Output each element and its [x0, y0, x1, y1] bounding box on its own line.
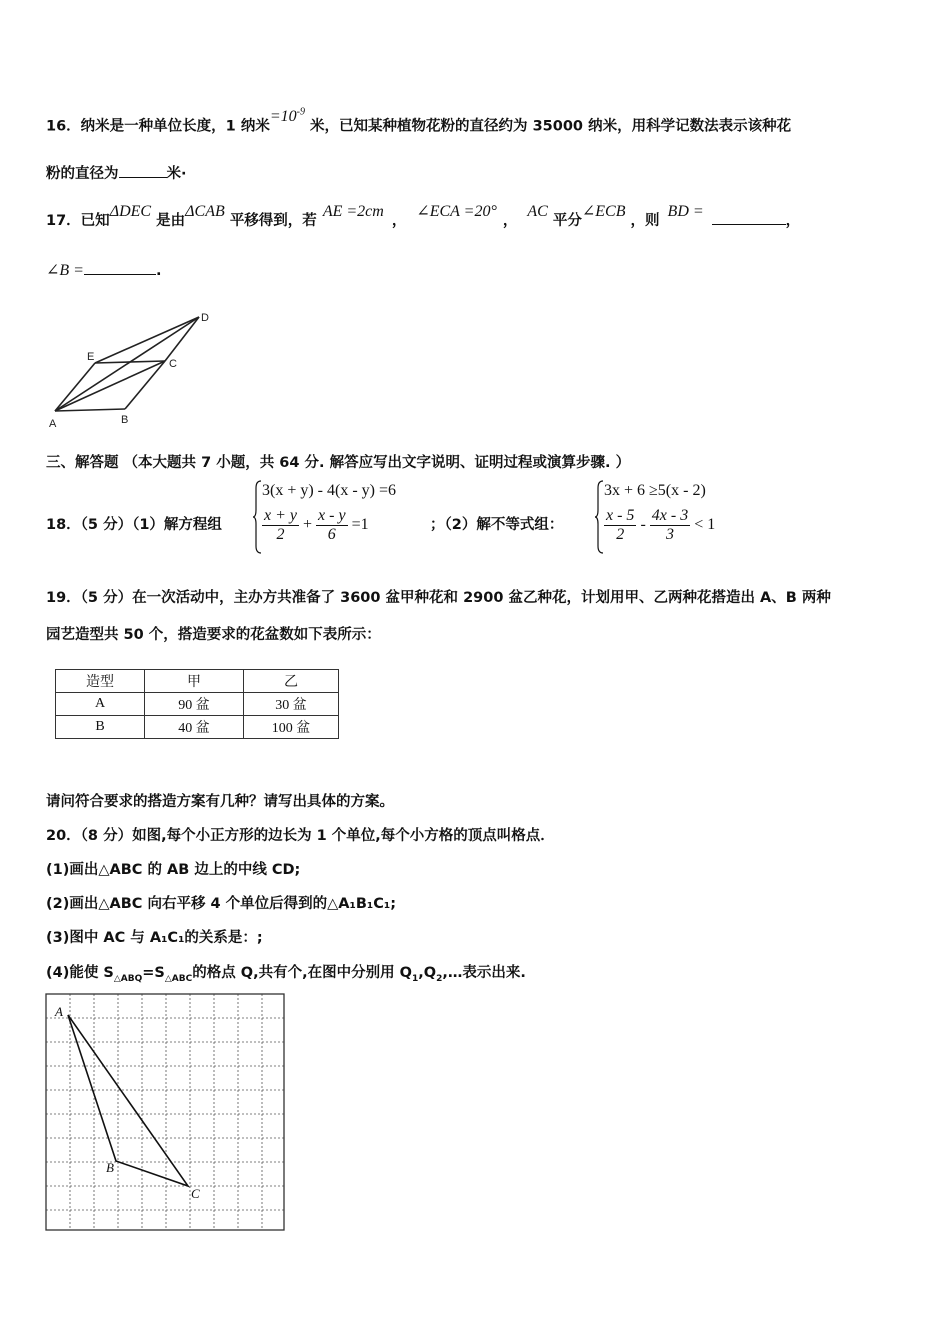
q19-line2: 园艺造型共 50 个，搭造要求的花盆数如下表所示： [46, 627, 381, 643]
q16-line2-b: 米· [166, 166, 187, 182]
q20-p4-e: ,…表示出来. [442, 965, 526, 981]
q17-line-ec [95, 361, 165, 363]
q17-label-d: D [201, 312, 209, 324]
q20-intro: 20．（8 分）如图,每个小正方形的边长为 1 个单位,每个小方格的顶点叫格点． [46, 828, 555, 844]
q19-table-header [56, 670, 339, 693]
q17-line1 [46, 203, 801, 229]
q20-part2: (2)画出△ABC 向右平移 4 个单位后得到的△A₁B₁C₁; [46, 896, 397, 912]
q17-cond-angle-ecb: ∠ECB [581, 203, 626, 220]
q17-label-c: C [169, 358, 177, 370]
q17-text-then: ，则 [630, 213, 660, 229]
q18-eq2-frac1 [262, 507, 299, 544]
q18-ineq2-frac2 [650, 507, 690, 544]
table-row [56, 693, 339, 716]
q20-p4-d: ,Q [418, 965, 437, 981]
q19-question: 请问符合要求的搭造方案有几种？请写出具体的方案。 [46, 794, 394, 810]
q20-part3: (3)图中 AC 与 A₁C₁的关系是：; [46, 930, 263, 946]
q16-eq-base: =10 [269, 108, 297, 126]
q17-cond-angle-eca: ∠ECA =20° [416, 203, 497, 220]
section-3-heading: 三、解答题 （本大题共 7 小题，共 64 分. 解答应写出文字说明、证明过程或演算步骤. ） [46, 455, 631, 471]
q20-grid-border [46, 994, 284, 1230]
q18-ineq2-num1: x - 5 [606, 507, 635, 524]
q17-label-e: E [87, 351, 95, 363]
q17-figure [45, 305, 225, 435]
q17-ask-angle-b: ∠B = [46, 262, 84, 279]
q18-eq2-rhs: =1 [351, 516, 369, 534]
q19-cell-a-jia: 90 盆 [145, 693, 244, 716]
q20-triangle-abc [68, 1015, 188, 1186]
q17-cond-ae: AE =2cm [322, 203, 384, 220]
q20-part4 [46, 966, 526, 984]
q17-line-ac [55, 361, 165, 411]
q16-text-a: 16．纳米是一种单位长度，1 纳米 [46, 118, 270, 135]
q18-eq2-num2: x - y [318, 507, 346, 524]
q16-eq [270, 108, 305, 125]
q19-cell-a-shape: A [56, 693, 145, 716]
q17-triangle-cab: ΔCAB [185, 203, 225, 220]
q17-line-ae [55, 363, 95, 411]
q18-ineq2 [604, 507, 784, 544]
q17-line-bc [125, 361, 165, 409]
q17-sep1: ， [391, 213, 407, 229]
q17-triangle-dec: ΔDEC [109, 203, 152, 220]
q19-header-jia: 甲 [145, 670, 244, 693]
q19-header-yi: 乙 [244, 670, 339, 693]
q20-p4-c: 的格点 Q,共有个,在图中分别用 Q [192, 965, 412, 981]
q20-grid-figure [44, 992, 286, 1232]
q16-text-b: 米，已知某种植物花粉的直径约为 35000 纳米，用科学记数法表示该种花 [310, 118, 792, 135]
q18-eq2-num1: x + y [264, 507, 297, 524]
q16-line2 [46, 167, 187, 182]
q17-line2 [46, 263, 162, 279]
q18-eq2-op: + [303, 516, 313, 534]
q19-line1: 19．（5 分）在一次活动中，主办方共准备了 3600 盆甲种花和 2900 盆乙种花，计划用甲、乙两种花搭造出 A、B 两种 [46, 590, 831, 606]
q18-middle: ；（2）解不等式组： [430, 517, 564, 533]
q19-cell-b-jia: 40 盆 [145, 716, 244, 739]
q20-label-c: C [191, 1186, 200, 1201]
q18-ineq2-den2: 3 [665, 526, 674, 543]
q17-text-shi-you: 是由 [156, 213, 186, 229]
q18-system-2 [604, 481, 784, 544]
q20-label-b: B [106, 1160, 114, 1175]
q17-line-ad [55, 317, 199, 411]
q17-cond-ac: AC [527, 203, 548, 220]
q17-line-cd [165, 317, 199, 361]
q20-p4-a: (4)能使 S [46, 965, 114, 981]
q17-bd-blank[interactable] [712, 222, 786, 225]
q16-line1 [46, 107, 792, 135]
q17-prefix: 17．已知 [46, 213, 110, 229]
q20-p4-b: =S [142, 965, 165, 981]
q18-ineq2-op: - [640, 516, 646, 534]
table-row [56, 716, 339, 739]
q20-p4-sub-abq: △ABQ [113, 973, 143, 984]
q20-p4-sub-abc: △ABC [164, 973, 193, 984]
q17-line-ab [55, 409, 125, 411]
q18-ineq2-rhs: < 1 [694, 516, 716, 534]
q18-ineq2-den1: 2 [616, 526, 625, 543]
q16-exp: -9 [296, 107, 305, 118]
q18-ineq2-frac1 [604, 507, 636, 544]
q18-eq2 [262, 507, 442, 544]
q17-end: . [155, 263, 162, 279]
q18-system-1 [262, 481, 442, 544]
q18-ineq2-num2: 4x - 3 [651, 507, 689, 524]
q20-p4-sub-2: 2 [436, 973, 443, 984]
q18-eq1: 3(x + y) - 4(x - y) =6 [262, 482, 397, 499]
q19-cell-b-yi: 100 盆 [244, 716, 339, 739]
q17-ask-bd: BD = [667, 203, 704, 220]
q20-label-a: A [55, 1004, 63, 1019]
q19-cell-b-shape: B [56, 716, 145, 739]
q16-answer-blank[interactable] [119, 175, 167, 178]
q20-grid-lines [46, 994, 284, 1230]
q17-text-translate: 平移得到，若 [229, 213, 317, 229]
q17-angle-b-blank[interactable] [84, 272, 156, 275]
q17-tail: ， [785, 213, 801, 229]
q17-sep2: ， [502, 213, 518, 229]
q18-ineq1: 3x + 6 ≥5(x - 2) [604, 482, 706, 499]
q17-label-b: B [121, 414, 129, 426]
q19-cell-a-yi: 30 盆 [244, 693, 339, 716]
q17-line-ed [95, 317, 199, 363]
q17-text-bisect: 平分 [552, 213, 582, 229]
q19-table [55, 669, 339, 739]
q18-prefix: 18．（5 分）（1）解方程组 [46, 517, 222, 533]
q19-header-shape: 造型 [56, 670, 145, 693]
q18-eq2-frac2 [316, 507, 348, 544]
q18-eq2-den1: 2 [276, 526, 285, 543]
q16-line2-a: 粉的直径为 [46, 166, 119, 182]
q18-eq2-den2: 6 [327, 526, 336, 543]
q20-part1: (1)画出△ABC 的 AB 边上的中线 CD; [46, 862, 301, 878]
q20-p4-sub-1: 1 [411, 973, 419, 984]
q17-label-a: A [49, 418, 57, 430]
